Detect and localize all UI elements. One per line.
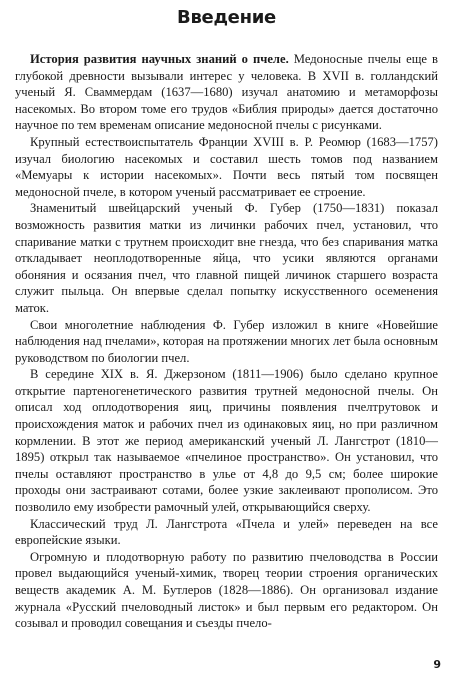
page-number: 9 xyxy=(433,658,441,671)
paragraph-5: В середине XIX в. Я. Джерзоном (1811—1906) было сделано крупное открытие партеногенетического развития трутней медоносной пчелы. Он описал ход оплодотворения яиц, причины появления пчелтрутовок и происхождения маток и рабочих пчел из одинаковых яиц, но при различном кормлении. В этот же период американский ученый Л. Лангстрот (1810—1895) открыл так называемое «пчелиное пространство». Он установил, что пчелы оставляют пространство в улье от 4,8 до 9,5 см; более широкие проходы они застраивают сотами, более узкие заклеивают прополисом. Это позволило ему изобрести рамочный улей, открывающийся сверху. xyxy=(15,367,438,515)
paragraph-6: Классический труд Л. Лангстрота «Пчела и улей» переведен на все европейские языки. xyxy=(15,516,438,548)
paragraph-1 xyxy=(15,51,438,134)
paragraph-3: Знаменитый швейцарский ученый Ф. Губер (1750—1831) показал возможность развития матки из личинки рабочих пчел, установил, что спаривание матки с трутнем происходит вне гнезда, что без спаривания матка откладывает неоплодотворенные яйца, что усики являются органами обоняния и осязания пчел, что главной пищей личинок старшего возраста служит пыльца. Он впервые сделал попытку искусственного осеменения маток. xyxy=(15,201,438,315)
paragraph-7: Огромную и плодотворную работу по развитию пчеловодства в России провел выдающийся ученый-химик, творец теории строения органических веществ академик А. М. Бутлеров (1828—1886). Он организовал издание журнала «Русский пчеловодный листок» и был первым его редактором. Он созывал и проводил совещания и съезды пчело- xyxy=(15,549,438,631)
paragraph-text: Медоносные пчелы еще в глубокой древности вызывали интерес у человека. В XVII в. голландский ученый Я. Сваммердам (1637—1680) изучал анатомию и метаморфозы насекомых. Во втором томе его трудов «Библия природы» дается достаточно научное по тем временам описание медоносной пчелы с рисунками. xyxy=(15,52,439,133)
body-text xyxy=(15,51,438,632)
paragraph-2: Крупный естествоиспытатель Франции XVIII в. Р. Реомюр (1683—1757) изучал биологию насекомых и составил шесть томов под названием «Мемуары к истории насекомых». Почти весь пятый том посвящен медоносной пчеле, в котором ученый рассматривает ее строение. xyxy=(15,134,438,199)
section-lead: История развития научных знаний о пчеле. xyxy=(30,52,289,66)
paragraph-4: Свои многолетние наблюдения Ф. Губер изложил в книге «Новейшие наблюдения над пчелами», которая на протяжении многих лет была основным руководством по биологии пчел. xyxy=(15,317,438,365)
page-title: Введение xyxy=(177,7,276,28)
